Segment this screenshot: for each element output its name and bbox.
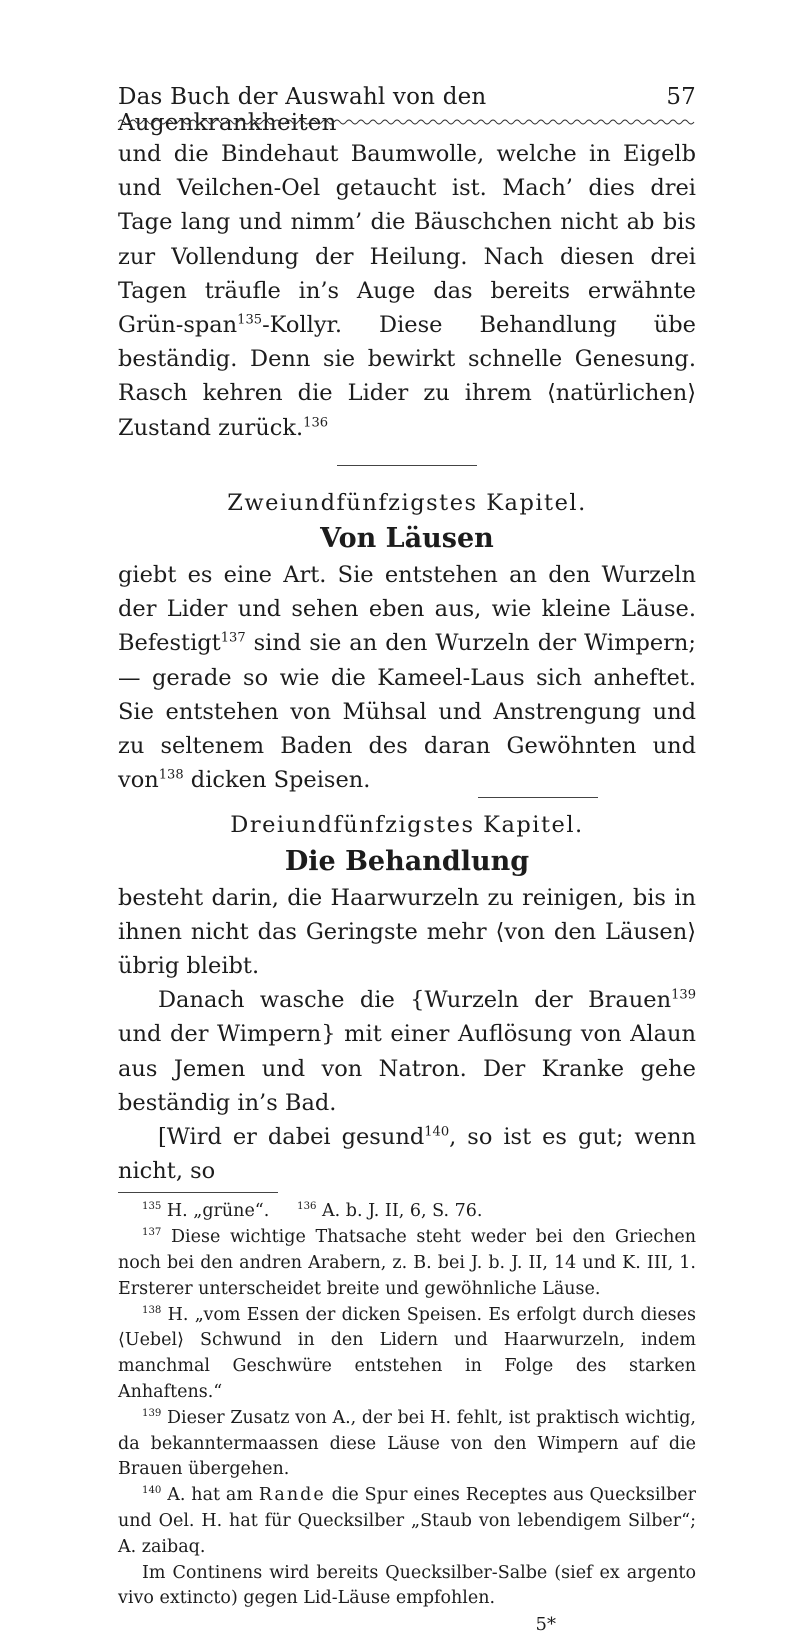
page-body [118,137,696,1638]
footnote-138 [118,1303,696,1406]
text-run: giebt es eine Art. Sie entstehen an den Wurzeln der Lider und sehen eben aus, wie kleine Läuse. Befestigt [118,562,696,657]
section-divider [337,465,477,466]
footnote-ref: 139 [671,987,696,1003]
footnote-number: 136 [297,1201,317,1213]
section-divider [478,797,598,798]
footnote-139 [118,1406,696,1483]
footnote-text: Diese wichtige Thatsache steht weder bei den Griechen noch bei den andren Arabern, z. B. bei J. b. J. II, 14 und K. III, 1. Ersterer unterscheidet breite und gewöhnliche Läuse. [118,1227,696,1299]
chapter-53-label: Dreiundfünfzigstes Kapitel. [230,812,584,839]
paragraph-intro [118,137,696,445]
footnote-number: 135 [142,1201,162,1213]
footnote-140 [118,1483,696,1560]
signature-mark: 5* [535,1614,556,1636]
footnote-text: Dieser Zusatz von A., der bei H. fehlt, ist praktisch wichtig, da bekanntermaassen diese Läuse von den Wimpern auf die Brauen übergehen. [118,1407,696,1480]
footnote-137 [118,1225,696,1302]
chapter-53-p3 [118,1120,696,1188]
footnote-number: 138 [142,1304,162,1316]
text-run: sind sie an den Wurzeln der Wimpern; — gerade so wie die Kameel-Laus sich anheftet. Sie entstehen von Mühsal und Anstrengung und zu seltenem Baden des daran Gewöhnten und von [118,630,696,794]
footnote-text: H. „grüne“. [161,1201,270,1222]
footnote-135-136 [118,1199,696,1225]
text-run: -Kollyr. Diese Behandlung übe beständig. Denn sie bewirkt schnelle Genesung. Rasch kehren die Lider zu ihrem ⟨natürlichen⟩ Zustand zurück. [118,312,696,441]
footnote-ref: 135 [237,312,263,328]
chapter-52-label: Zweiundfünfzigstes Kapitel. [227,489,587,516]
text-run: dicken Speisen. [183,767,371,794]
footnotes [118,1199,696,1612]
text-run: Danach wasche die {Wurzeln der Brauen [158,987,672,1014]
footnote-ref: 138 [158,767,184,783]
footnote-number: 139 [142,1408,162,1420]
wavy-rule [118,118,696,126]
footnote-text: H. „vom Essen der dicken Speisen. Es erfolgt durch dieses ⟨Uebel⟩ Schwund in den Lidern und Haarwurzeln, indem manchmal Geschwüre entstehen in Folge des starken Anhaftens.“ [118,1304,696,1403]
page-number: 57 [666,84,696,110]
text-run: und der Wimpern} mit einer Auflösung von Alaun aus Jemen und von Natron. Der Kranke gehe beständig in’s Bad. [118,1021,696,1116]
footnote-number: 137 [142,1227,162,1239]
footnote-emphasis: Rande [258,1485,326,1506]
footnote-text: A. hat am [161,1485,259,1506]
footnote-ref: 140 [424,1124,450,1140]
footnote-divider [118,1192,278,1193]
footnote-ref: 136 [303,415,329,431]
footnote-140-continued: Im Continens wird bereits Quecksilber-Salbe (sief ex argento vivo extincto) gegen Lid-Läuse empfohlen. [118,1562,696,1609]
running-header [118,84,696,136]
text-run: [Wird er dabei gesund [158,1124,425,1151]
chapter-53-heading: Die Behandlung [284,845,530,877]
chapter-52-heading: Von Läusen [320,523,494,555]
text-run: und die Bindehaut Baumwolle, welche in Eigelb und Veilchen-Oel getaucht ist. Mach’ dies drei Tage lang und nimm’ die Bäuschchen nicht ab bis zur Vollendung der Heilung. Nach diesen drei Tagen träufle in’s Auge das bereits erwähnte Grün-span [118,141,696,339]
footnote-ref: 137 [220,630,246,646]
chapter-52-text [118,558,696,797]
text-run: , so ist es gut; wenn nicht, so [118,1124,696,1185]
footnote-text: die Spur eines Receptes aus Quecksilber und Oel. H. hat für Quecksilber „Staub von lebendigem Silber“; A. zaibaq. [118,1485,696,1557]
header-title: Das Buch der Auswahl von den Augenkrankheiten [118,84,487,136]
footnote-number: 140 [142,1485,162,1497]
footnote-text: A. b. J. II, 6, S. 76. [316,1201,483,1222]
chapter-53-p1: besteht darin, die Haarwurzeln zu reinigen, bis in ihnen nicht das Geringste mehr ⟨von den Läusen⟩ übrig bleibt. [118,884,696,980]
chapter-53-p2 [118,983,696,1120]
